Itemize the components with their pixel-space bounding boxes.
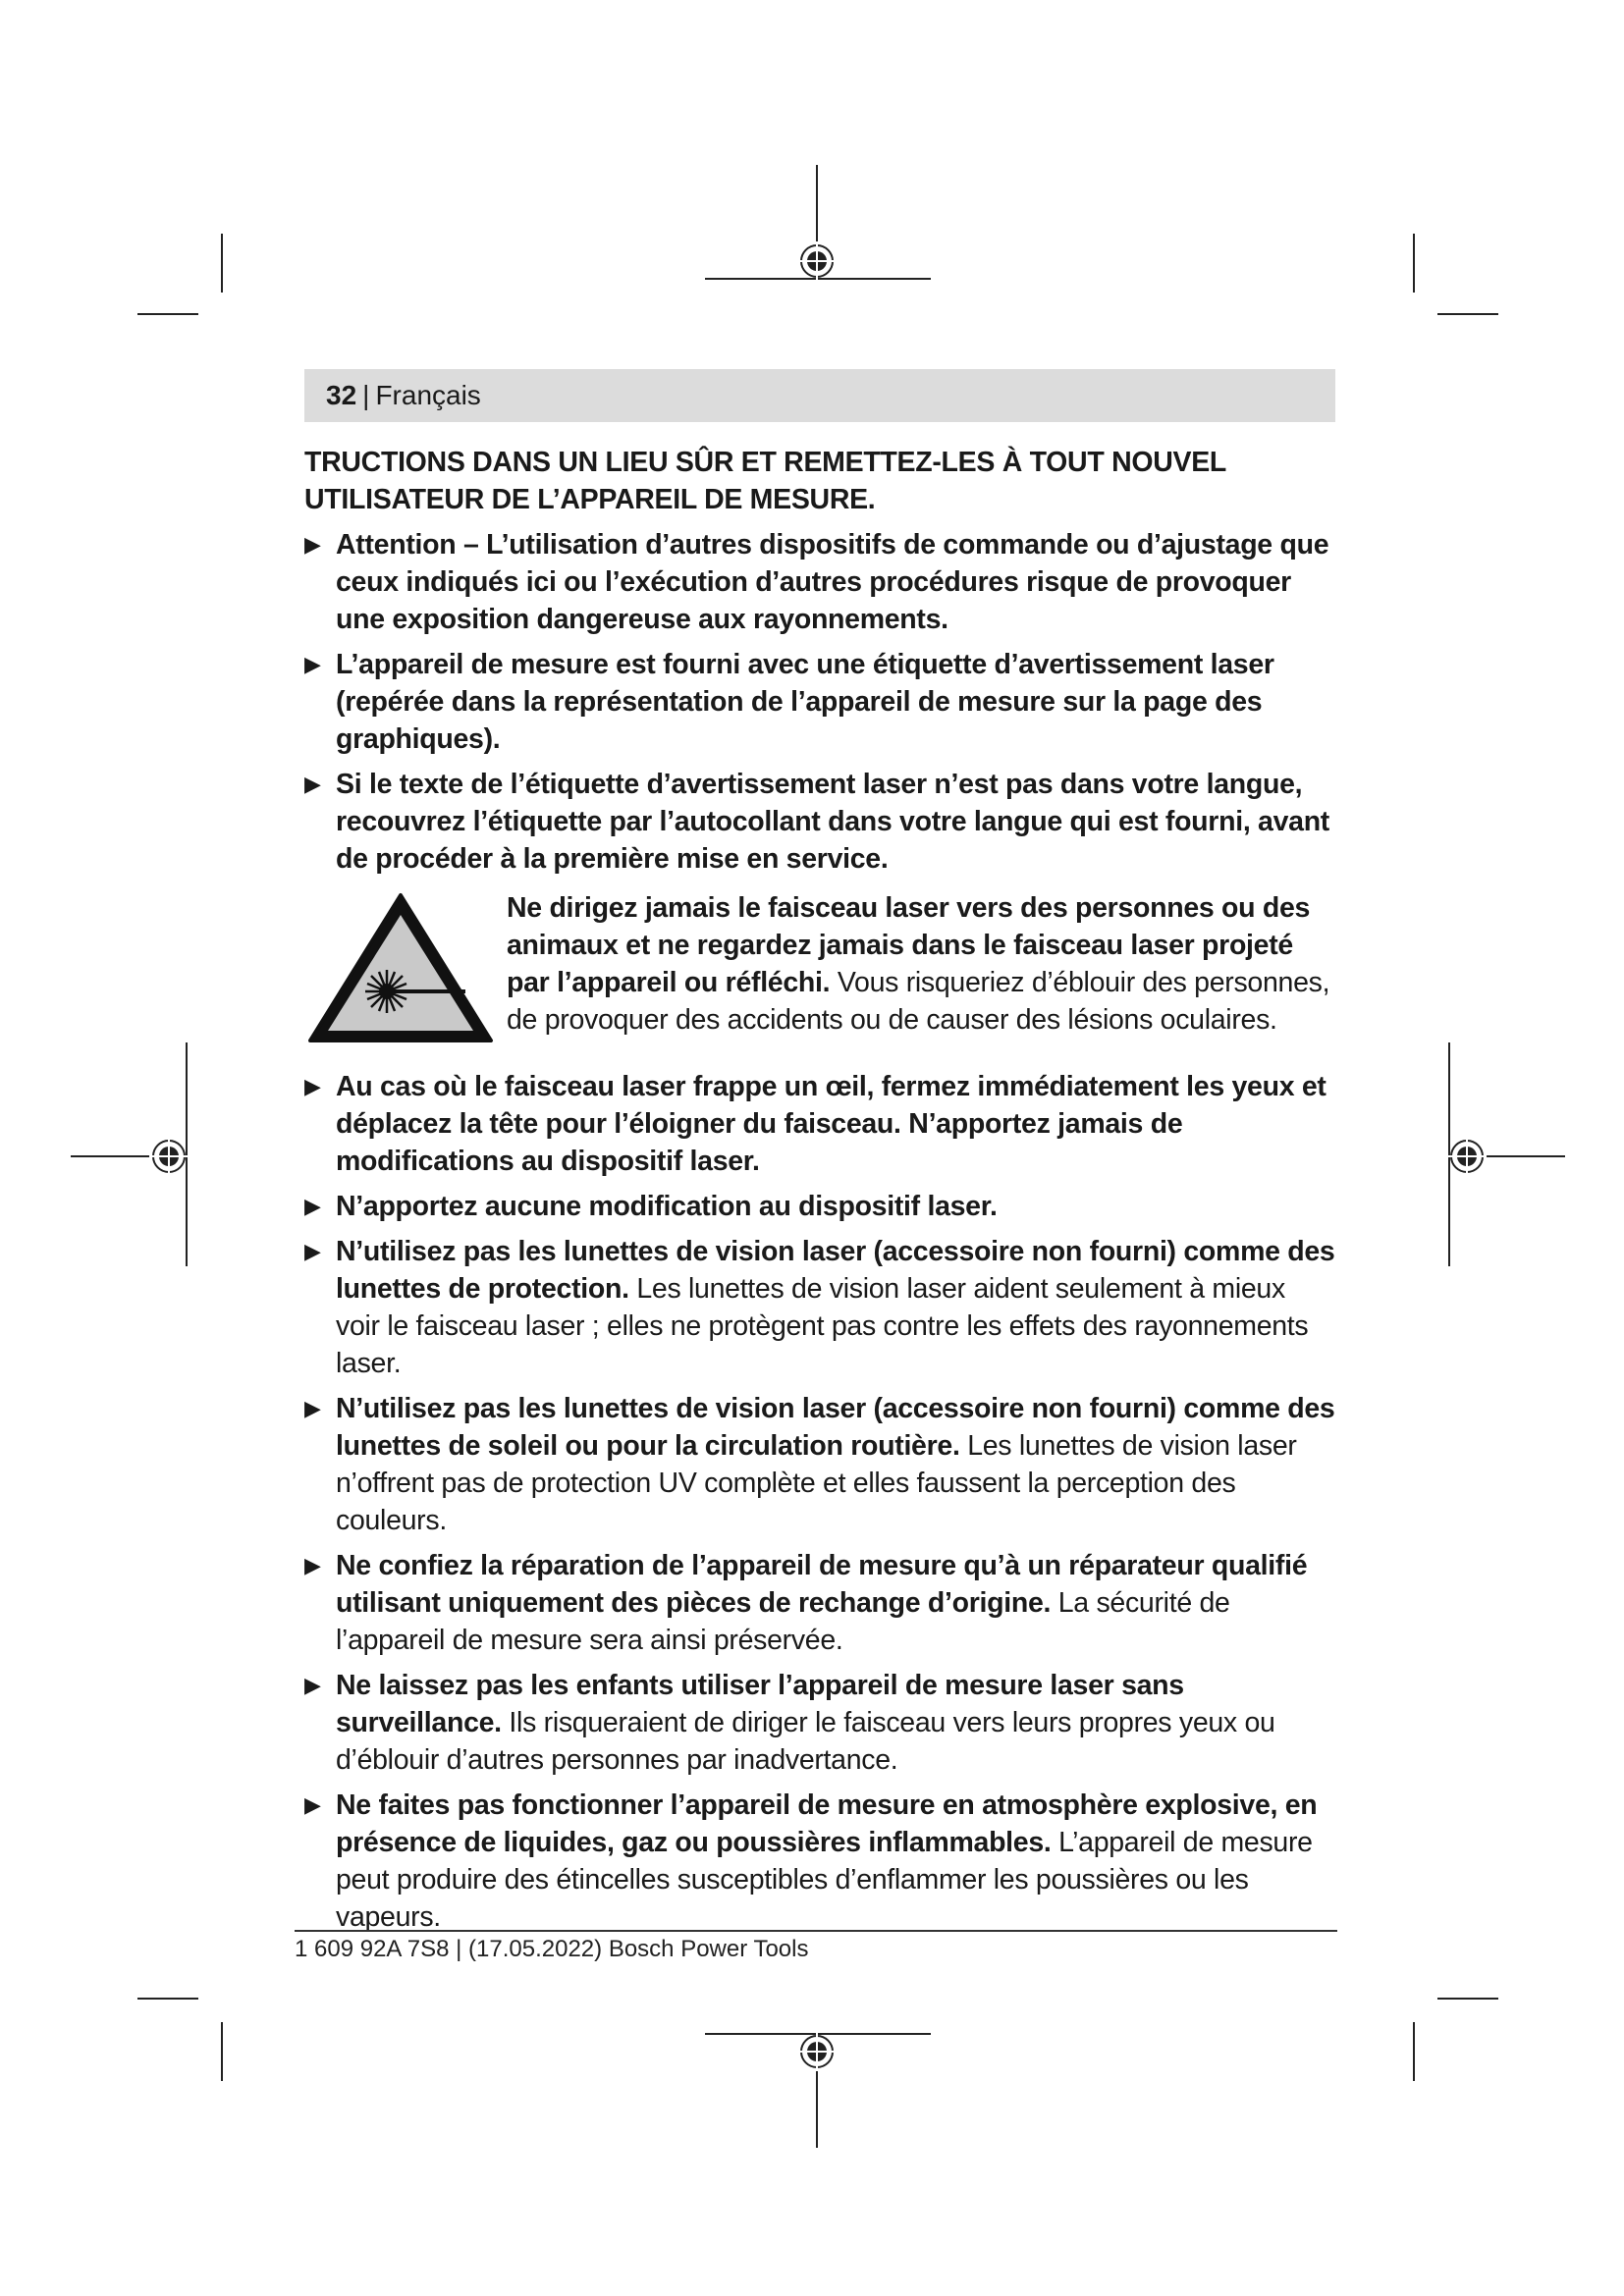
warning-bold-text: Ne dirigez jamais le faisceau laser vers des personnes ou des animaux et ne regardez jamais dans le faisceau laser projeté par l’appareil ou réfléchi. bbox=[507, 892, 1311, 998]
safety-instruction-item bbox=[304, 1390, 1335, 1539]
instruction-bold-text: N’utilisez pas les lunettes de vision laser (accessoire non fourni) comme des lunettes de protection. bbox=[336, 1236, 1335, 1305]
instruction-bold-text: Ne confiez la réparation de l’appareil de mesure qu’à un réparateur qualifié utilisant uniquement des pièces de rechange d’origine. bbox=[336, 1550, 1308, 1619]
instruction-bold-text: Attention – L’utilisation d’autres dispositifs de commande ou d’ajustage que ceux indiqués ici ou l’exécution d’autres procédures risque de provoquer une exposition dangereuse aux rayonnements. bbox=[336, 529, 1329, 635]
registration-target-icon bbox=[1447, 1137, 1487, 1176]
registration-target-icon bbox=[797, 2032, 837, 2071]
page-footer: 1 609 92A 7S8 | (17.05.2022) Bosch Power Tools bbox=[295, 1936, 809, 1962]
footer-rule bbox=[295, 1930, 1337, 1932]
safety-instruction-item bbox=[304, 1547, 1335, 1659]
bullet-arrow-icon: ▶ bbox=[304, 532, 321, 557]
instruction-normal-text: L’appareil de mesure peut produire des étincelles susceptibles d’enflammer les poussières ou les vapeurs. bbox=[336, 1827, 1313, 1933]
bullet-arrow-icon: ▶ bbox=[304, 1074, 321, 1098]
instruction-bold-text: L’appareil de mesure est fourni avec une étiquette d’avertissement laser (repérée dans la représentation de l’appareil de mesure sur la page des graphiques). bbox=[336, 649, 1274, 755]
instruction-bold-text: Si le texte de l’étiquette d’avertissement laser n’est pas dans votre langue, recouvrez l’étiquette par l’autocollant dans votre langue qui est fourni, avant de procéder à la première mise en service. bbox=[336, 769, 1330, 875]
laser-warning-triangle-icon bbox=[304, 889, 497, 1046]
page-content bbox=[304, 444, 1335, 1944]
safety-instruction-item bbox=[304, 1667, 1335, 1779]
safety-instruction-item bbox=[304, 526, 1335, 638]
instruction-normal-text: Ils risqueraient de diriger le faisceau vers leurs propres yeux ou d’éblouir d’autres personnes par inadvertance. bbox=[336, 1707, 1275, 1776]
bullet-arrow-icon: ▶ bbox=[304, 1396, 321, 1420]
safety-instruction-item bbox=[304, 1188, 1335, 1225]
instruction-bold-text: Ne faites pas fonctionner l’appareil de mesure en atmosphère explosive, en présence de liquides, gaz ou poussières inflammables. bbox=[336, 1789, 1318, 1858]
bullet-arrow-icon: ▶ bbox=[304, 1673, 321, 1697]
safety-instruction-item bbox=[304, 1233, 1335, 1382]
laser-warning-block bbox=[304, 889, 1335, 1046]
warning-normal-text: Vous risqueriez d’éblouir des personnes, de provoquer des accidents ou de causer des lésions oculaires. bbox=[507, 967, 1330, 1036]
safety-list-top bbox=[304, 526, 1335, 878]
header-language: Français bbox=[375, 380, 481, 410]
bullet-arrow-icon: ▶ bbox=[304, 1792, 321, 1817]
instruction-bold-text: Au cas où le faisceau laser frappe un œil, fermez immédiatement les yeux et déplacez la tête pour l’éloigner du faisceau. N’apportez jamais de modifications au dispositif laser. bbox=[336, 1071, 1326, 1177]
bullet-arrow-icon: ▶ bbox=[304, 652, 321, 676]
header-separator: | bbox=[362, 380, 370, 410]
page-header bbox=[304, 369, 1335, 422]
bullet-arrow-icon: ▶ bbox=[304, 1239, 321, 1263]
intro-continuation: TRUCTIONS DANS UN LIEU SÛR ET REMETTEZ-LES À TOUT NOUVEL UTILISATEUR DE L’APPAREIL DE MESURE. bbox=[304, 447, 1226, 515]
safety-instruction-item bbox=[304, 766, 1335, 878]
registration-target-icon bbox=[149, 1137, 189, 1176]
safety-instruction-item bbox=[304, 1068, 1335, 1180]
laser-warning-text bbox=[497, 889, 1335, 1046]
bullet-arrow-icon: ▶ bbox=[304, 1553, 321, 1577]
safety-instruction-item bbox=[304, 646, 1335, 758]
instruction-bold-text: Ne laissez pas les enfants utiliser l’appareil de mesure laser sans surveillance. bbox=[336, 1670, 1184, 1738]
instruction-bold-text: N’apportez aucune modification au dispositif laser. bbox=[336, 1191, 998, 1222]
instruction-normal-text: Les lunettes de vision laser aident seulement à mieux voir le faisceau laser ; elles ne protègent pas contre les effets des rayonnements laser. bbox=[336, 1273, 1309, 1379]
instruction-bold-text: N’utilisez pas les lunettes de vision laser (accessoire non fourni) comme des lunettes de soleil ou pour la circulation routière. bbox=[336, 1393, 1335, 1462]
safety-instruction-item bbox=[304, 1787, 1335, 1936]
safety-list-bottom bbox=[304, 1068, 1335, 1936]
instruction-normal-text: La sécurité de l’appareil de mesure sera ainsi préservée. bbox=[336, 1587, 1230, 1656]
bullet-arrow-icon: ▶ bbox=[304, 1194, 321, 1218]
instruction-normal-text: Les lunettes de vision laser n’offrent pas de protection UV complète et elles faussent la perception des couleurs. bbox=[336, 1430, 1297, 1536]
bullet-arrow-icon: ▶ bbox=[304, 772, 321, 796]
page-number: 32 bbox=[326, 380, 357, 410]
registration-target-icon bbox=[797, 241, 837, 281]
